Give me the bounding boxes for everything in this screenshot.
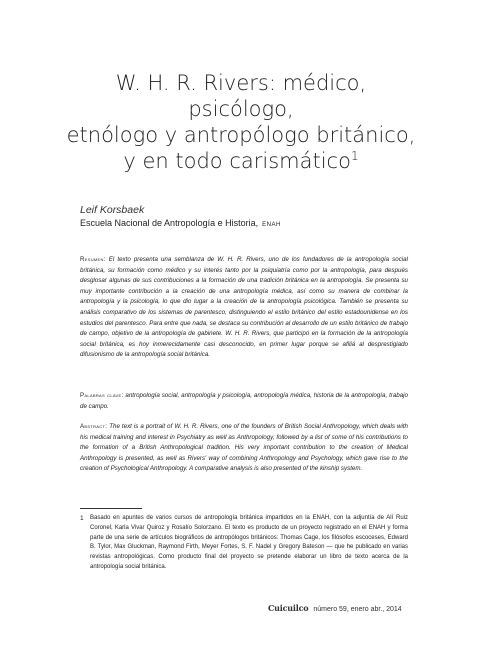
footnote-number: 1	[80, 515, 84, 522]
author-block	[80, 203, 281, 232]
author-affiliation	[80, 217, 281, 232]
journal-footer	[268, 603, 402, 613]
author-name: Leif Korsbaek	[80, 204, 145, 216]
footnote-text: Basado en apuntes de varios cursos de antropología británica impartidos en la ENAH, con la adjuntía de Alí Ruiz Coronel, Karla Vivar Quiroz y Rosalío Solorzano. El texto es producto de un proyecto registrado en el ENAH y forma parte de una serie de artículos biográficos de antropólogos británicos: Thomas Cage, los filósofos escoceses, Edward B. Tylor, Max Gluckman, Raymond Firth, Meyer Fortes, S. F. Nadel y Gregory Bateson — que he publicado en varias revistas antropológicas. Como producto final del proyecto se pretende elaborar un libro de texto acerca de la antropología social británica.	[90, 515, 408, 570]
abstract-text: The text is a portrait of W. H. R. Rivers, one of the founders of British Social Anthropology, which deals with his medical training and interest in Psychiatry as well as Anthropology, followed by a list of some of his contributions to the formation of a British Anthropological tradition. His very important contribution to the creation of Medical Anthropology is presented, as well as Rivers' way of combining Anthropology and Psychology, which gave rise to the creation of Psychological Anthropology. A comparative analysis is also presented of the kinship system.	[80, 423, 408, 473]
title-footnote-marker: 1	[350, 149, 359, 163]
keywords-label: Palabras clave:	[80, 392, 124, 399]
title-line-1: W. H. R. Rivers: médico, psicólogo,	[115, 71, 367, 121]
affiliation-tag: ENAH	[262, 222, 281, 228]
title-line-2: etnólogo y antropólogo británico,	[66, 123, 416, 147]
affiliation-text: Escuela Nacional de Antropología e Historia,	[80, 218, 259, 228]
footnote	[80, 514, 408, 573]
title-line-3	[60, 148, 422, 174]
resumen-text: El texto presenta una semblanza de W. H. R. Rivers, uno de los fundadores de la antropología social británica, su formación como médico y su interés tanto por la psiquiatría como por la antropología, para después desglosar algunas de sus contribuciones a la formación de una tradición británica en la antropología. Se presenta su muy importante contribución a la creación de una antropología médica, así como su manera de combinar la antropología y la psicología, lo que dio lugar a la creación de la antropología psicológica. También se presenta su análisis comparativo de los sistemas de parentesco, distinguiendo el estilo británico del estilo estadounidense en los estudios del parentesco. Para entre que nada, se destaca su contribución al desarrollo de un estilo británico de trabajo de campo, objetivo de la antropología de gabinete. W. H. R. Rivers, que participó en la formación de la antropología social británica, es hoy inmerecidamente casi desconocido, en primer lugar porque se afiliá al desprestigiado difusionismo de la antropología social británica.	[80, 256, 408, 359]
resumen-paragraph	[80, 255, 408, 361]
keywords-text: antropología social, antropología y psicología, antropología médica, historia de la antropología, trabajo de campo.	[80, 392, 408, 410]
resumen-label: Resumen:	[80, 256, 106, 263]
keywords-paragraph	[80, 391, 408, 412]
journal-issue: número 59, enero abr., 2014	[313, 606, 402, 613]
article-title	[60, 70, 422, 174]
abstract-label: Abstract:	[80, 423, 108, 430]
journal-logo: Cuicuilco	[268, 603, 309, 613]
footnote-rule	[80, 508, 142, 509]
title-line-3-text: y en todo carismático	[123, 149, 351, 173]
abstract-paragraph	[80, 422, 408, 475]
